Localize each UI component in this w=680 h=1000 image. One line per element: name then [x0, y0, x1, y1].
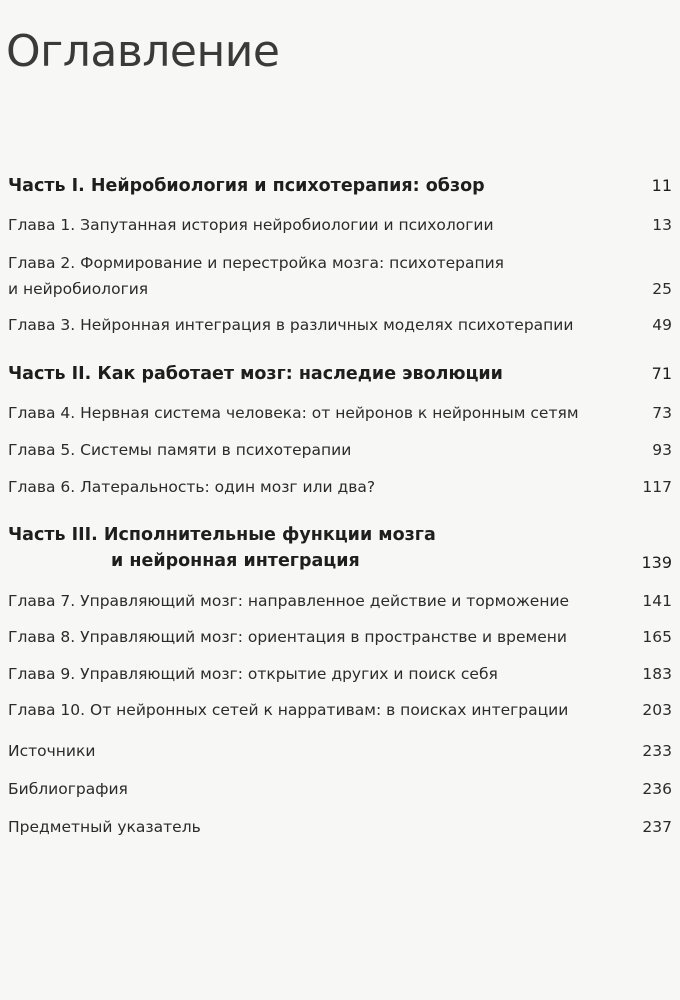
toc-entry-title: Глава 3. Нейронная интеграция в различных моделях психотерапии — [8, 316, 574, 334]
toc-page-number: 11 — [651, 176, 672, 195]
toc-entry-title: Глава 5. Системы памяти в психотерапии — [8, 441, 352, 459]
toc-page-number: 13 — [652, 216, 672, 234]
toc-page-number: 93 — [652, 441, 672, 459]
toc-page-number: 203 — [642, 701, 672, 719]
toc-page-number: 141 — [642, 592, 672, 610]
toc-entry-title: Часть I. Нейробиология и психотерапия: обзор — [8, 176, 485, 196]
toc-entry-title: Источники — [8, 742, 96, 760]
toc-entry-title: Глава 2. Формирование и перестройка мозга: психотерапия — [8, 254, 504, 272]
page-title: Оглавление — [6, 26, 280, 77]
toc-page-number: 165 — [642, 628, 672, 646]
toc-page-number: 49 — [652, 316, 672, 334]
toc-entry-title: Часть III. Исполнительные функции мозга — [8, 525, 436, 545]
toc-entry-title-continued: и нейробиология — [8, 280, 149, 298]
toc-page-number: 183 — [642, 665, 672, 683]
toc-entry-title: Предметный указатель — [8, 818, 201, 836]
toc-page-number: 139 — [641, 553, 672, 572]
toc-page-number: 73 — [652, 404, 672, 422]
toc-entry-title: Часть II. Как работает мозг: наследие эволюции — [8, 364, 503, 384]
toc-page-number: 117 — [642, 478, 672, 496]
toc-entry-title: Глава 10. От нейронных сетей к нарративам: в поисках интеграции — [8, 701, 569, 719]
toc-entry-title-continued: и нейронная интеграция — [111, 551, 360, 571]
toc-page-number: 236 — [642, 780, 672, 798]
toc-entry-title: Глава 1. Запутанная история нейробиологии и психологии — [8, 216, 494, 234]
toc-entry-title: Глава 7. Управляющий мозг: направленное действие и торможение — [8, 592, 570, 610]
toc-entry-title: Глава 8. Управляющий мозг: ориентация в пространстве и времени — [8, 628, 567, 646]
toc-page-number: 237 — [642, 818, 672, 836]
toc-page-number: 25 — [652, 280, 672, 298]
toc-page-number: 233 — [642, 742, 672, 760]
toc-entry-title: Глава 6. Латеральность: один мозг или два? — [8, 478, 376, 496]
toc-entry-title: Глава 9. Управляющий мозг: открытие других и поиск себя — [8, 665, 498, 683]
toc-entry-title: Библиография — [8, 780, 128, 798]
toc-entry-title: Глава 4. Нервная система человека: от нейронов к нейронным сетям — [8, 404, 579, 422]
toc-page-number: 71 — [651, 364, 672, 383]
